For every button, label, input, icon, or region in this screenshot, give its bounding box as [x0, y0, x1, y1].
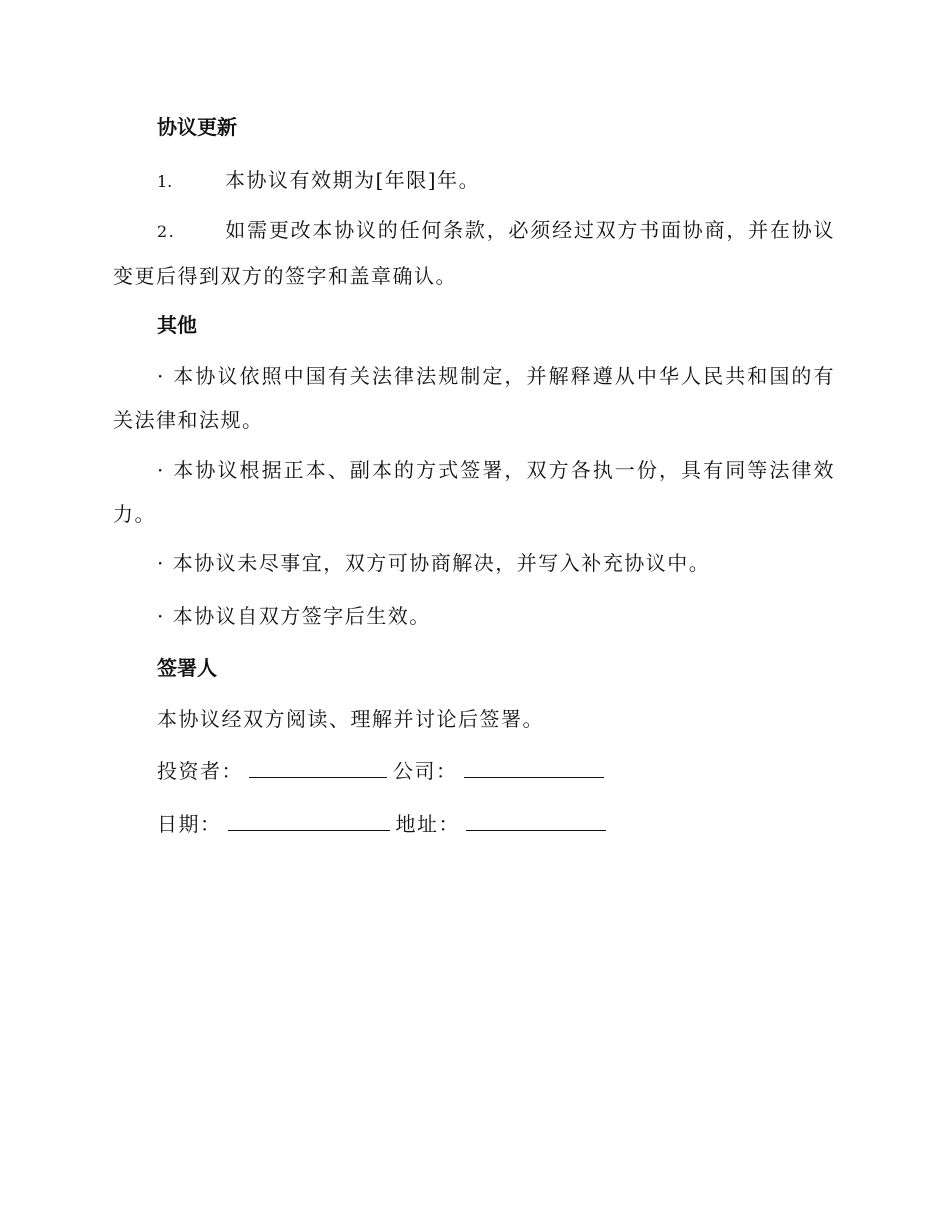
signature-row-date-address: [157, 810, 612, 838]
investor-blank[interactable]: [249, 757, 387, 778]
section-heading-other: 其他: [157, 313, 197, 337]
signature-row-investor-company: [157, 757, 610, 785]
numbered-item-2: [113, 208, 835, 298]
address-blank[interactable]: [466, 810, 606, 831]
bullet-item-2: · 本协议根据正本、副本的方式签署，双方各执一份，具有同等法律效力。: [113, 458, 835, 526]
bullet-item-1: · 本协议依照中国有关法律法规制定，并解释遵从中华人民共和国的有关法律和法规。: [113, 364, 835, 432]
company-label: 公司：: [393, 759, 458, 783]
bullet-item-4: · 本协议自双方签字后生效。: [157, 604, 431, 628]
investor-label: 投资者：: [157, 759, 243, 783]
date-label: 日期：: [157, 812, 222, 836]
company-blank[interactable]: [464, 757, 604, 778]
section-heading-signatories: 签署人: [157, 656, 217, 680]
item-number: 2.: [157, 222, 176, 241]
numbered-item-1: [157, 166, 480, 196]
signatories-intro: 本协议经双方阅读、理解并讨论后签署。: [157, 707, 544, 731]
item-text: 如需更改本协议的任何条款，必须经过双方书面协商，并在协议变更后得到双方的签字和盖章确认。: [113, 218, 835, 288]
item-text: 本协议有效期为[年限]年。: [225, 168, 481, 192]
address-label: 地址：: [395, 812, 460, 836]
bullet-item-3: · 本协议未尽事宜，双方可协商解决，并写入补充协议中。: [157, 551, 711, 575]
section-heading-renewal: 协议更新: [157, 115, 237, 139]
date-blank[interactable]: [228, 810, 390, 831]
item-number: 1.: [157, 172, 173, 191]
